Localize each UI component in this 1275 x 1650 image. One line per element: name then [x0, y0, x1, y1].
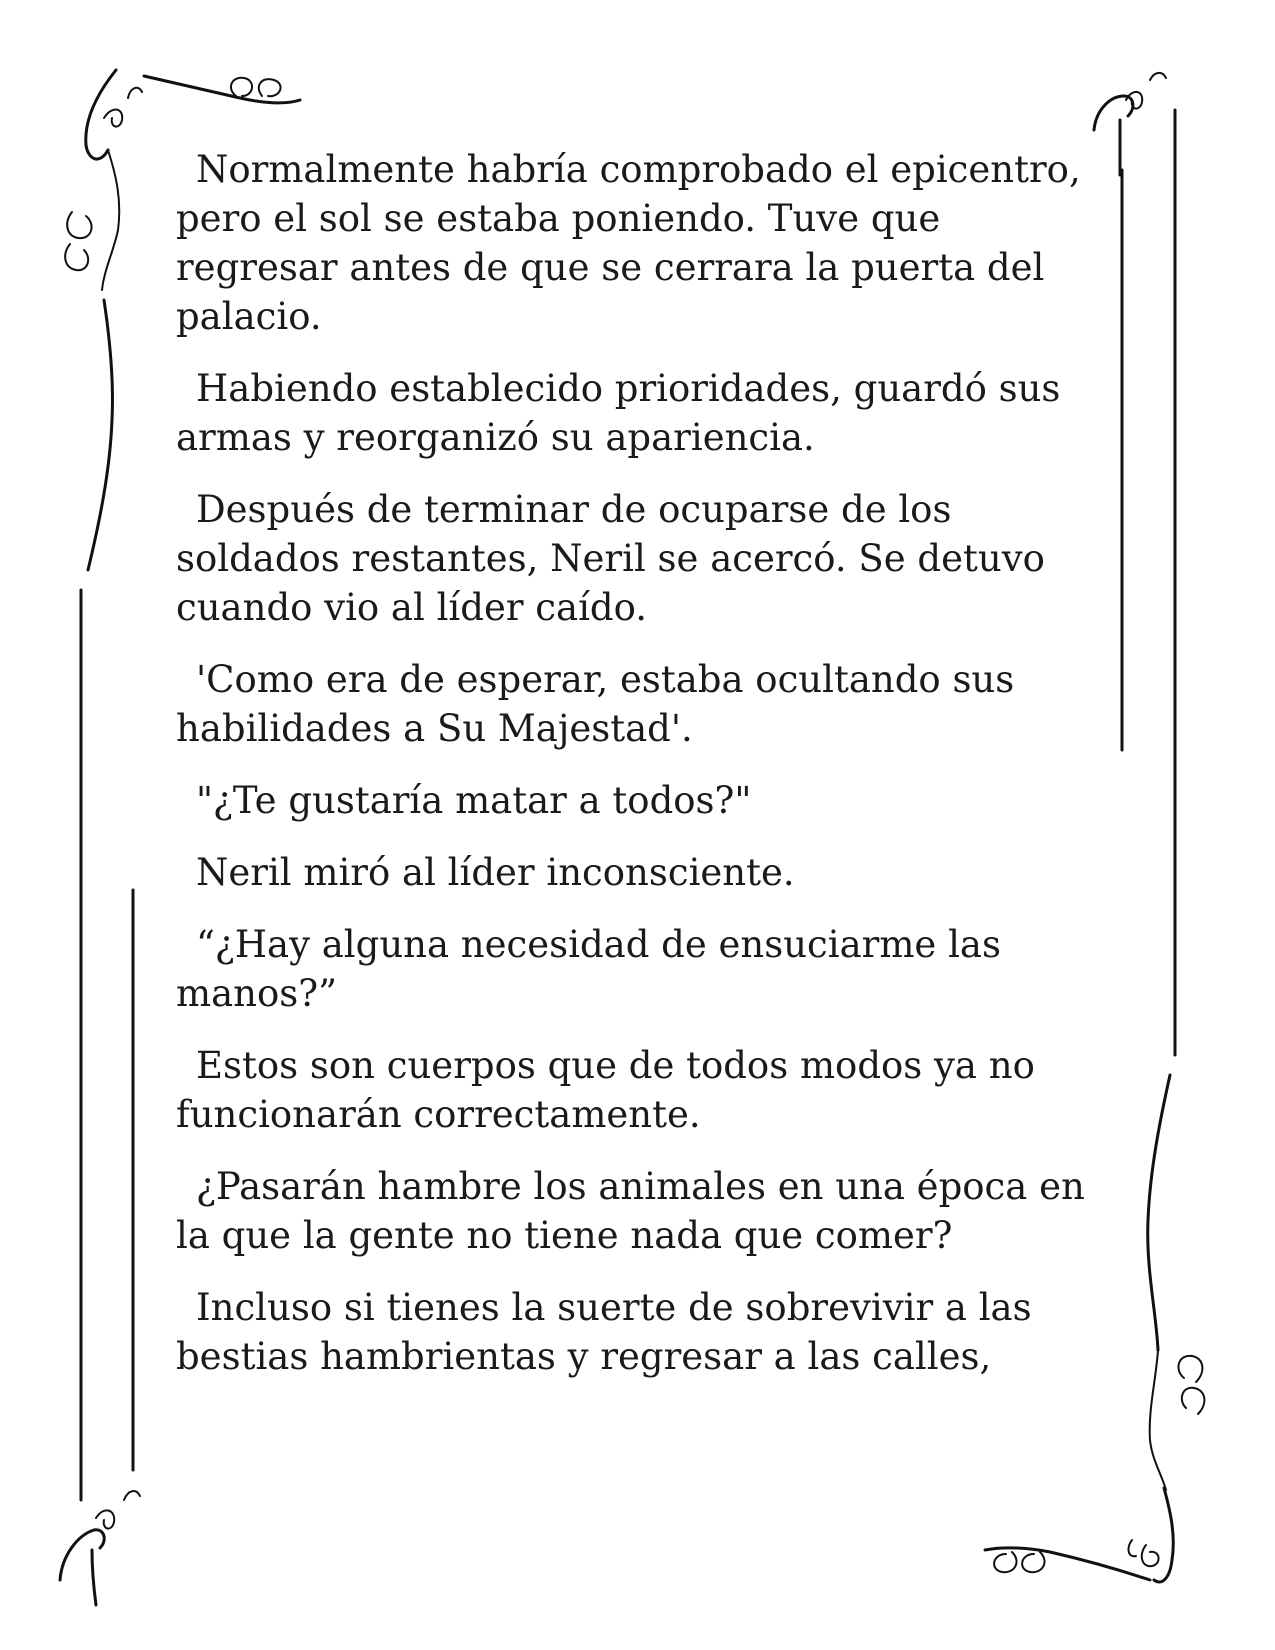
- body-text: [176, 145, 1086, 1404]
- top-right-flourish: [1094, 73, 1166, 175]
- paragraph: Neril miró al líder inconsciente.: [196, 851, 795, 894]
- paragraph: ¿Pasarán hambre los animales en una época en la que la gente no tiene nada que comer?: [176, 1165, 1085, 1257]
- paragraph: “¿Hay alguna necesidad de ensuciarme las manos?”: [176, 923, 1001, 1015]
- paragraph: Después de terminar de ocuparse de los soldados restantes, Neril se acercó. Se detuvo cuando vio al líder caído.: [176, 488, 1045, 629]
- paragraph: Habiendo establecido prioridades, guardó sus armas y reorganizó su apariencia.: [176, 367, 1061, 459]
- paragraph: 'Como era de esperar, estaba ocultando sus habilidades a Su Majestad'.: [176, 658, 1015, 750]
- paragraph: Normalmente habría comprobado el epicentro, pero el sol se estaba poniendo. Tuve que regresar antes de que se cerrara la puerta del palacio.: [176, 148, 1081, 338]
- paragraph: "¿Te gustaría matar a todos?": [196, 779, 752, 822]
- bottom-left-flourish: [60, 1491, 140, 1605]
- paragraph: Incluso si tienes la suerte de sobrevivir a las bestias hambrientas y regresar a las calles,: [176, 1286, 1032, 1378]
- paragraph: Estos son cuerpos que de todos modos ya no funcionarán correctamente.: [176, 1044, 1035, 1136]
